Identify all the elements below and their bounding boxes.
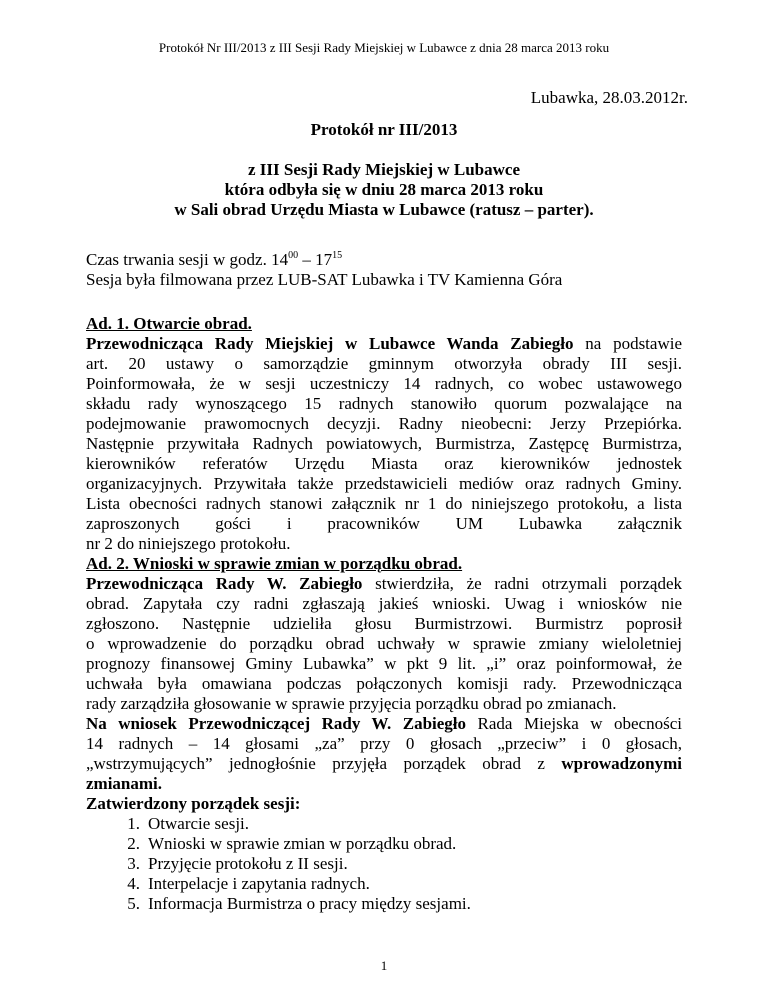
item-text: Wnioski w sprawie zmian w porządku obrad. [148,834,457,853]
section-opening [86,314,682,554]
text-run-bold: zmianami. [86,774,163,793]
place-date: Lubawka, 28.03.2012r. [530,88,688,107]
item-text: Przyjęcie protokołu z II sesji. [148,854,348,873]
word: pracowników [327,514,420,533]
agenda-heading-text: Zatwierdzony porządek sesji: [86,794,301,813]
paragraph-line: o wprowadzenie do porządku obrad uchwały w sprawie zmiany wieloletniej [86,634,682,653]
paragraph-line [86,774,682,794]
running-header: Protokół Nr III/2013 z III Sesji Rady Miejskiej w Lubawce z dnia 28 marca 2013 roku [158,40,610,55]
subtitle-line: która odbyła się w dniu 28 marca 2013 roku [224,180,544,199]
item-number: 4. [127,874,140,893]
duration-end: – 17 [298,250,333,269]
section-heading: Ad. 1. Otwarcie obrad. [86,314,252,333]
word: i [286,514,292,533]
start-minutes: 00 [288,250,299,261]
text-run: stwierdziła, że radni otrzymali porządek [362,574,682,593]
item-number: 3. [127,854,140,873]
text-run: na podstawie [573,334,682,353]
paragraph-line: prognozy finansowej Gminy Lubawka” w pkt 9 lit. „i” oraz poinformował, że [86,654,682,673]
paragraph-line: składu rady wynoszącego 15 radnych stanowiło quorum pozwalające na [86,394,682,413]
list-item [86,894,682,914]
section-heading: Ad. 2. Wnioski w sprawie zmian w porządku obrad. [86,554,463,573]
agenda-heading [86,794,682,814]
paragraph-line: Poinformowała, że w sesji uczestniczy 14 radnych, co wobec ustawowego [86,374,682,393]
text-run-bold: wprowadzonymi [561,754,682,773]
vote-motion: Na wniosek Przewodniczącej Rady W. Zabiegło [86,714,467,733]
subtitle-line: z III Sesji Rady Miejskiej w Lubawce [248,160,520,179]
item-text: Informacja Burmistrza o pracy między sesjami. [148,894,471,913]
item-number: 5. [127,894,140,913]
end-minutes: 15 [332,250,343,261]
section-agenda-changes [86,554,682,914]
paragraph-line: Następnie przywitała Radnych powiatowych, Burmistrza, Zastępcę Burmistrza, [86,434,682,453]
paragraph-line [86,754,682,774]
chair-name: Przewodnicząca Rady Miejskiej w Lubawce Wanda Zabiegło [86,334,574,353]
page-number: 1 [380,958,388,973]
session-duration [86,250,562,270]
text-run: Rada Miejska w obecności [466,714,682,733]
paragraph-line: zgłoszono. Następnie udzieliła głosu Burmistrzowi. Burmistrz poprosił [86,614,682,633]
document-title: Protokół nr III/2013 [310,120,458,139]
duration-text: Czas trwania sesji w godz. 14 [86,250,289,269]
chair-name: Przewodnicząca Rady W. Zabiegło [86,574,363,593]
paragraph-line: Lista obecności radnych stanowi załącznik nr 1 do niniejszego protokołu, a lista [86,494,682,513]
paragraph-line: podejmowanie prawomocnych decyzji. Radny nieobecni: Jerzy Przepiórka. [86,414,682,433]
word: gości [215,514,252,533]
paragraph-line [86,514,682,534]
paragraph-line: art. 20 ustawy o samorządzie gminnym otworzyła obrady III sesji. [86,354,682,373]
word: UM [455,514,484,533]
item-text: Otwarcie sesji. [148,814,250,833]
paragraph-line: obrad. Zapytała czy radni zgłaszają jakieś wnioski. Uwag i wniosków nie [86,594,682,613]
list-item [86,854,682,874]
word: Lubawka [518,514,583,533]
list-item [86,814,682,834]
paragraph-line: 14 radnych – 14 głosami „za” przy 0 głosach „przeciw” i 0 głosach, [86,734,682,753]
word: zaproszonych [86,514,180,533]
session-filmed: Sesja była filmowana przez LUB-SAT Lubawka i TV Kamienna Góra [86,270,563,289]
item-number: 1. [127,814,140,833]
paragraph-line [86,574,682,594]
paragraph-line [86,334,682,354]
paragraph-line [86,714,682,734]
item-text: Interpelacje i zapytania radnych. [148,874,370,893]
paragraph-line: nr 2 do niniejszego protokołu. [86,534,291,553]
text-run: „wstrzymujących” jednogłośnie przyjęła porządek obrad z [86,754,562,773]
paragraph-line: organizacyjnych. Przywitała także przedstawicieli mediów oraz radnych Gminy. [86,474,682,493]
session-meta [86,250,562,290]
subtitle-line: w Sali obrad Urzędu Miasta w Lubawce (ratusz – parter). [174,200,594,219]
list-item [86,834,682,854]
item-number: 2. [127,834,140,853]
paragraph-line: rady zarządziła głosowanie w sprawie przyjęcia porządku obrad po zmianach. [86,694,617,713]
agenda-list [86,814,682,914]
document-subtitle [0,160,768,220]
paragraph-line: kierowników referatów Urzędu Miasta oraz kierowników jednostek [86,454,682,473]
word: załącznik [617,514,682,533]
list-item [86,874,682,894]
paragraph-line: uchwała była omawiana podczas połączonych komisji rady. Przewodnicząca [86,674,682,693]
